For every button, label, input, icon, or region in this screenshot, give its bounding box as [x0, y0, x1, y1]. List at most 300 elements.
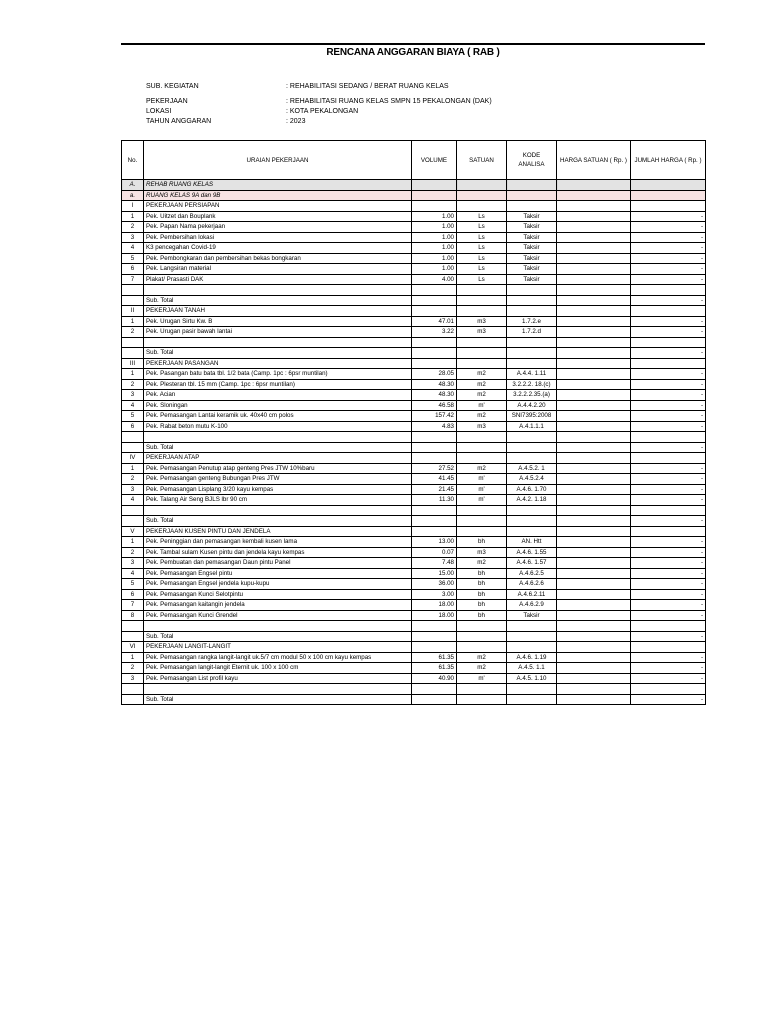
item-volume: 18.00 [412, 610, 457, 621]
item-harga [557, 610, 631, 621]
empty-cell [457, 505, 507, 516]
item-jumlah: - [631, 390, 706, 401]
item-volume: 1.00 [412, 243, 457, 254]
item-kode: 3.2.2.2.35.(a) [507, 390, 557, 401]
item-no: 3 [122, 484, 144, 495]
item-harga [557, 547, 631, 558]
group-row [122, 453, 706, 464]
empty-cell [457, 337, 507, 348]
empty-cell [507, 631, 557, 642]
item-no: 4 [122, 400, 144, 411]
item-uraian: Pek. Pemasangan langit-langit Eternit uk. 100 x 100 cm [144, 663, 412, 674]
group-row [122, 306, 706, 317]
item-satuan: m2 [457, 558, 507, 569]
item-harga [557, 652, 631, 663]
empty-cell [457, 694, 507, 705]
empty-cell [457, 621, 507, 632]
item-harga [557, 673, 631, 684]
table-row [122, 568, 706, 579]
item-kode: 3.2.2.2. 18.(c) [507, 379, 557, 390]
item-volume: 48.30 [412, 379, 457, 390]
item-satuan: m2 [457, 390, 507, 401]
item-kode: A.4.6.2.11 [507, 589, 557, 600]
table-row [122, 673, 706, 684]
table-row [122, 243, 706, 254]
meta-value-lokasi: : KOTA PEKALONGAN [286, 108, 359, 115]
subtotal-label: Sub. Total [144, 348, 412, 359]
table-row [122, 253, 706, 264]
item-uraian: Pek. Pembersihan lokasi [144, 232, 412, 243]
item-jumlah: - [631, 537, 706, 548]
empty-cell [457, 453, 507, 464]
table-row [122, 274, 706, 285]
item-no: 3 [122, 673, 144, 684]
item-kode: A.4.6.2.9 [507, 600, 557, 611]
item-kode: Taksir [507, 232, 557, 243]
subtotal-jumlah: - [631, 348, 706, 359]
empty-cell [122, 442, 144, 453]
item-uraian: Pek. Pemasangan Engsel pintu [144, 568, 412, 579]
item-satuan: m' [457, 673, 507, 684]
blank-row [122, 684, 706, 695]
item-uraian: Pek. Pemasangan Kunci Grendel [144, 610, 412, 621]
item-harga [557, 379, 631, 390]
item-no: 4 [122, 568, 144, 579]
item-volume: 40.90 [412, 673, 457, 684]
item-uraian: Pek. Langsiran material [144, 264, 412, 275]
item-satuan: m' [457, 474, 507, 485]
subtotal-label: Sub. Total [144, 442, 412, 453]
item-harga [557, 421, 631, 432]
item-kode: A.4.6.2.6 [507, 579, 557, 590]
table-row [122, 316, 706, 327]
item-no: 7 [122, 600, 144, 611]
item-harga [557, 411, 631, 422]
item-harga [557, 495, 631, 506]
item-no: 8 [122, 610, 144, 621]
empty-cell [144, 432, 412, 443]
rab-table [121, 140, 706, 705]
table-row [122, 663, 706, 674]
group-label: PEKERJAAN ATAP [144, 453, 412, 464]
group-no: III [122, 358, 144, 369]
item-volume: 11.30 [412, 495, 457, 506]
table-row [122, 379, 706, 390]
empty-cell [507, 453, 557, 464]
item-harga [557, 579, 631, 590]
empty-cell [557, 306, 631, 317]
subtotal-row [122, 295, 706, 306]
empty-cell [631, 453, 706, 464]
item-satuan: bh [457, 589, 507, 600]
empty-cell [631, 432, 706, 443]
item-no: 3 [122, 232, 144, 243]
item-kode: A.4.2. 1.18 [507, 495, 557, 506]
item-kode: 1.7.2.d [507, 327, 557, 338]
item-satuan: bh [457, 537, 507, 548]
group-label: PEKERJAAN LANGIT-LANGIT [144, 642, 412, 653]
item-kode: A.4.6.2.5 [507, 568, 557, 579]
empty-cell [457, 358, 507, 369]
item-no: 6 [122, 421, 144, 432]
item-jumlah: - [631, 421, 706, 432]
empty-cell [557, 285, 631, 296]
item-uraian: K3 pencegahan Covid-19 [144, 243, 412, 254]
item-uraian: Pek. Pembuatan dan pemasangan Daun pintu Panel [144, 558, 412, 569]
table-row [122, 495, 706, 506]
section-sub-label: RUANG KELAS 9A dan 9B [144, 190, 412, 201]
item-harga [557, 663, 631, 674]
item-kode: 1.7.2.e [507, 316, 557, 327]
item-no: 1 [122, 463, 144, 474]
empty-cell [507, 201, 557, 212]
subtotal-label: Sub. Total [144, 295, 412, 306]
subtotal-label: Sub. Total [144, 516, 412, 527]
table-row [122, 369, 706, 380]
item-volume: 41.45 [412, 474, 457, 485]
empty-cell [412, 358, 457, 369]
item-kode: A.4.5. 1.10 [507, 673, 557, 684]
item-harga [557, 369, 631, 380]
item-jumlah: - [631, 253, 706, 264]
empty-cell [412, 337, 457, 348]
item-no: 1 [122, 537, 144, 548]
empty-cell [507, 505, 557, 516]
item-no: 5 [122, 579, 144, 590]
item-volume: 21.45 [412, 484, 457, 495]
table-row [122, 474, 706, 485]
item-kode: Taksir [507, 610, 557, 621]
empty-cell [631, 505, 706, 516]
item-uraian: Pek. Pemasangan Kunci Selotpintu [144, 589, 412, 600]
blank-row [122, 505, 706, 516]
empty-cell [412, 348, 457, 359]
meta-label-pekerjaan: PEKERJAAN [146, 98, 188, 105]
empty-cell [631, 526, 706, 537]
item-jumlah: - [631, 316, 706, 327]
item-kode: Taksir [507, 222, 557, 233]
item-no: 3 [122, 390, 144, 401]
item-no: 2 [122, 222, 144, 233]
group-no: IV [122, 453, 144, 464]
empty-cell [631, 358, 706, 369]
item-uraian: Pek. Pemasangan rangka langit-langit uk.5/7 cm modul 50 x 100 cm kayu kempas [144, 652, 412, 663]
item-volume: 36.00 [412, 579, 457, 590]
item-kode: Taksir [507, 243, 557, 254]
blank-row [122, 432, 706, 443]
empty-cell [457, 295, 507, 306]
table-row [122, 222, 706, 233]
subtotal-label: Sub. Total [144, 694, 412, 705]
empty-cell [144, 337, 412, 348]
empty-cell [122, 295, 144, 306]
table-header-row [122, 141, 706, 180]
empty-cell [631, 621, 706, 632]
empty-cell [457, 348, 507, 359]
item-uraian: Pek. Sloningan [144, 400, 412, 411]
empty-cell [507, 348, 557, 359]
item-uraian: Pek. Plesteran tbl. 15 mm (Camp. 1pc : 6psr muntilan) [144, 379, 412, 390]
empty-cell [507, 306, 557, 317]
item-volume: 1.00 [412, 264, 457, 275]
col-header-uraian: URAIAN PEKERJAAN [144, 141, 412, 180]
item-kode: AN. Htt [507, 537, 557, 548]
item-jumlah: - [631, 232, 706, 243]
blank-row [122, 285, 706, 296]
item-harga [557, 274, 631, 285]
item-no: 5 [122, 253, 144, 264]
item-jumlah: - [631, 222, 706, 233]
item-satuan: bh [457, 568, 507, 579]
item-no: 2 [122, 663, 144, 674]
empty-cell [507, 442, 557, 453]
empty-cell [557, 526, 631, 537]
item-satuan: m2 [457, 369, 507, 380]
item-volume: 1.00 [412, 222, 457, 233]
empty-cell [122, 621, 144, 632]
empty-cell [631, 285, 706, 296]
item-jumlah: - [631, 589, 706, 600]
item-jumlah: - [631, 610, 706, 621]
empty-cell [557, 432, 631, 443]
top-rule [121, 43, 705, 45]
meta-label-tahun: TAHUN ANGGARAN [146, 118, 212, 125]
item-harga [557, 222, 631, 233]
item-harga [557, 589, 631, 600]
empty-cell [557, 348, 631, 359]
empty-cell [412, 453, 457, 464]
item-uraian: Pek. Pemasangan Lantai keramik uk. 40x40 cm polos [144, 411, 412, 422]
subtotal-jumlah: - [631, 295, 706, 306]
item-satuan: m3 [457, 327, 507, 338]
item-kode: A.4.5.2. 1 [507, 463, 557, 474]
item-no: 1 [122, 652, 144, 663]
item-volume: 47.01 [412, 316, 457, 327]
item-jumlah: - [631, 600, 706, 611]
item-jumlah: - [631, 484, 706, 495]
item-jumlah: - [631, 495, 706, 506]
empty-cell [412, 694, 457, 705]
item-uraian: Pek. Pemasangan kaitangin jendela [144, 600, 412, 611]
item-jumlah: - [631, 211, 706, 222]
item-harga [557, 474, 631, 485]
item-volume: 1.00 [412, 232, 457, 243]
item-jumlah: - [631, 411, 706, 422]
table-row [122, 589, 706, 600]
table-row [122, 484, 706, 495]
item-satuan: m3 [457, 421, 507, 432]
item-volume: 1.00 [412, 253, 457, 264]
table-row [122, 652, 706, 663]
item-volume: 61.35 [412, 652, 457, 663]
col-header-satuan: SATUAN [457, 141, 507, 180]
item-harga [557, 327, 631, 338]
empty-cell [122, 505, 144, 516]
table-row [122, 264, 706, 275]
item-satuan: m2 [457, 379, 507, 390]
empty-cell [412, 295, 457, 306]
item-kode: Taksir [507, 253, 557, 264]
empty-cell [144, 285, 412, 296]
group-row [122, 358, 706, 369]
empty-cell [557, 505, 631, 516]
section-a-no: A. [122, 180, 144, 191]
empty-cell [122, 516, 144, 527]
empty-cell [412, 505, 457, 516]
item-kode: A.4.5. 1.1 [507, 663, 557, 674]
item-satuan: bh [457, 600, 507, 611]
table-row [122, 558, 706, 569]
table-row [122, 610, 706, 621]
item-jumlah: - [631, 663, 706, 674]
empty-cell [631, 201, 706, 212]
item-harga [557, 243, 631, 254]
empty-cell [412, 526, 457, 537]
item-satuan: m3 [457, 316, 507, 327]
item-uraian: Pek. Papan Nama pekerjaan [144, 222, 412, 233]
subtotal-jumlah: - [631, 694, 706, 705]
empty-cell [457, 201, 507, 212]
item-kode: A.4.4.2.20 [507, 400, 557, 411]
item-volume: 3.00 [412, 589, 457, 600]
item-volume: 3.22 [412, 327, 457, 338]
item-uraian: Pek. Tambal sulam Kusen pintu dan jendela kayu kempas [144, 547, 412, 558]
empty-cell [412, 631, 457, 642]
item-volume: 7.48 [412, 558, 457, 569]
empty-cell [507, 516, 557, 527]
item-uraian: Pek. Uitzet dan Bouplank [144, 211, 412, 222]
group-label: PEKERJAAN PASANGAN [144, 358, 412, 369]
empty-cell [122, 694, 144, 705]
empty-cell [507, 526, 557, 537]
group-row [122, 201, 706, 212]
item-no: 2 [122, 474, 144, 485]
empty-cell [631, 306, 706, 317]
table-row [122, 211, 706, 222]
item-kode: A.4.1.1.1 [507, 421, 557, 432]
item-volume: 0.07 [412, 547, 457, 558]
item-no: 6 [122, 589, 144, 600]
col-header-volume: VOLUME [412, 141, 457, 180]
item-no: 2 [122, 379, 144, 390]
item-satuan: Ls [457, 211, 507, 222]
item-no: 4 [122, 495, 144, 506]
item-kode: Taksir [507, 274, 557, 285]
item-no: 1 [122, 211, 144, 222]
blank-row [122, 337, 706, 348]
item-jumlah: - [631, 547, 706, 558]
table-row [122, 547, 706, 558]
item-volume: 46.58 [412, 400, 457, 411]
item-volume: 61.35 [412, 663, 457, 674]
item-satuan: m' [457, 400, 507, 411]
item-kode: SNI7395:2008 [507, 411, 557, 422]
table-row [122, 463, 706, 474]
item-volume: 18.00 [412, 600, 457, 611]
item-volume: 13.00 [412, 537, 457, 548]
item-no: 4 [122, 243, 144, 254]
empty-cell [457, 432, 507, 443]
empty-cell [507, 358, 557, 369]
empty-cell [144, 505, 412, 516]
empty-cell [557, 694, 631, 705]
empty-cell [457, 306, 507, 317]
item-volume: 48.30 [412, 390, 457, 401]
item-harga [557, 316, 631, 327]
item-satuan: m2 [457, 663, 507, 674]
empty-cell [412, 432, 457, 443]
item-no: 6 [122, 264, 144, 275]
item-satuan: Ls [457, 264, 507, 275]
item-no: 2 [122, 327, 144, 338]
group-label: PEKERJAAN TANAH [144, 306, 412, 317]
section-a-label: REHAB RUANG KELAS [144, 180, 412, 191]
table-row [122, 390, 706, 401]
section-sub-no: a. [122, 190, 144, 201]
item-jumlah: - [631, 463, 706, 474]
item-uraian: Pek. Pemasangan Engsel jendela kupu-kupu [144, 579, 412, 590]
item-volume: 15.00 [412, 568, 457, 579]
subtotal-row [122, 442, 706, 453]
item-jumlah: - [631, 652, 706, 663]
empty-cell [412, 442, 457, 453]
subtotal-jumlah: - [631, 516, 706, 527]
item-uraian: Pek. Peninggian dan pemasangan kembali kusen lama [144, 537, 412, 548]
item-volume: 4.83 [412, 421, 457, 432]
item-harga [557, 568, 631, 579]
item-jumlah: - [631, 327, 706, 338]
item-jumlah: - [631, 400, 706, 411]
item-kode: A.4.6. 1.70 [507, 484, 557, 495]
item-volume: 28.05 [412, 369, 457, 380]
empty-cell [557, 442, 631, 453]
item-no: 7 [122, 274, 144, 285]
subtotal-jumlah: - [631, 631, 706, 642]
item-satuan: m2 [457, 411, 507, 422]
empty-cell [557, 201, 631, 212]
item-kode: A.4.6. 1.19 [507, 652, 557, 663]
empty-cell [412, 285, 457, 296]
item-satuan: m2 [457, 652, 507, 663]
empty-cell [557, 295, 631, 306]
meta-label-lokasi: LOKASI [146, 108, 172, 115]
table-row [122, 537, 706, 548]
table-row [122, 579, 706, 590]
item-uraian: Pek. Pemasangan Lisplang 3/20 kayu kempas [144, 484, 412, 495]
item-uraian: Pek. Talang Air Seng BJLS lbr 90 cm [144, 495, 412, 506]
empty-cell [507, 337, 557, 348]
item-satuan: Ls [457, 274, 507, 285]
group-no: II [122, 306, 144, 317]
empty-cell [457, 516, 507, 527]
subtotal-row [122, 348, 706, 359]
empty-cell [557, 516, 631, 527]
item-satuan: m' [457, 495, 507, 506]
item-harga [557, 264, 631, 275]
item-no: 2 [122, 547, 144, 558]
meta-value-pekerjaan: : REHABILITASI RUANG KELAS SMPN 15 PEKALONGAN (DAK) [286, 98, 492, 105]
empty-cell [457, 642, 507, 653]
item-satuan: Ls [457, 243, 507, 254]
item-volume: 157.42 [412, 411, 457, 422]
empty-cell [507, 684, 557, 695]
empty-cell [457, 442, 507, 453]
item-jumlah: - [631, 558, 706, 569]
item-uraian: Pek. Pemasangan List profil kayu [144, 673, 412, 684]
empty-cell [412, 621, 457, 632]
group-no: V [122, 526, 144, 537]
item-uraian: Plakat/ Prasasti DAK [144, 274, 412, 285]
